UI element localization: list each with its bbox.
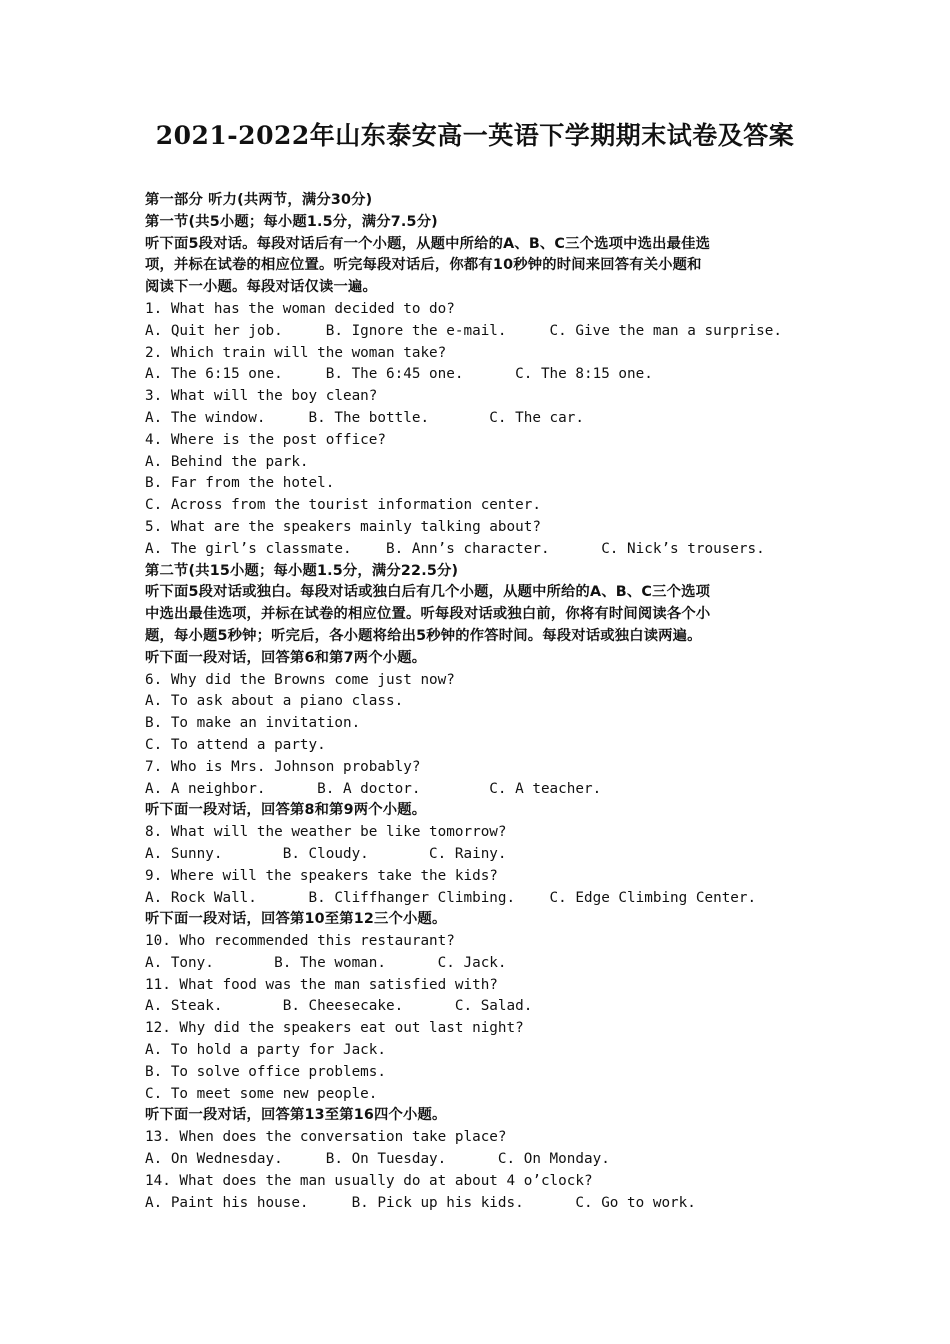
section-heading-line: 听下面5段对话或独白。每段对话或独白后有几个小题，从题中所给的A、B、C三个选项 [145, 584, 711, 601]
question-text-line: 7. Who is Mrs. Johnson probably? [145, 758, 421, 775]
question-text-line: A. The window. B. The bottle. C. The car. [145, 409, 584, 426]
section-heading-line: 听下面一段对话，回答第8和第9两个小题。 [145, 802, 427, 819]
question-text-line: 8. What will the weather be like tomorrow? [145, 824, 507, 841]
question-text-line: 11. What food was the man satisfied with? [145, 976, 498, 993]
question-text-line: 14. What does the man usually do at about 4 o’clock? [145, 1172, 593, 1189]
question-text-line: A. On Wednesday. B. On Tuesday. C. On Monday. [145, 1151, 610, 1168]
question-text-line: A. The 6:15 one. B. The 6:45 one. C. The 8:15 one. [145, 366, 653, 383]
question-text-line: A. Steak. B. Cheesecake. C. Salad. [145, 998, 533, 1015]
question-text-line: A. A neighbor. B. A doctor. C. A teacher. [145, 780, 602, 797]
question-text-line: B. To make an invitation. [145, 715, 361, 732]
section-heading-line: 阅读下一小题。每段对话仅读一遍。 [145, 279, 377, 296]
section-heading-line: 听下面一段对话，回答第10至第12三个小题。 [145, 911, 447, 928]
question-text-line: 13. When does the conversation take place? [145, 1129, 507, 1146]
question-text-line: A. The girl’s classmate. B. Ann’s character. C. Nick’s trousers. [145, 540, 765, 557]
question-text-line: 9. Where will the speakers take the kids? [145, 867, 498, 884]
section-heading-line: 题，每小题5秒钟；听完后，各小题将给出5秒钟的作答时间。每段对话或独白读两遍。 [145, 627, 702, 644]
question-text-line: 2. Which train will the woman take? [145, 344, 447, 361]
question-text-line: 6. Why did the Browns come just now? [145, 671, 455, 688]
question-text-line: 4. Where is the post office? [145, 431, 387, 448]
section-heading-line: 中选出最佳选项，并标在试卷的相应位置。听每段对话或独白前，你将有时间阅读各个小 [145, 606, 711, 623]
question-text-line: A. Paint his house. B. Pick up his kids. C. Go to work. [145, 1194, 696, 1211]
question-text-line: 1. What has the woman decided to do? [145, 300, 455, 317]
document-title: 2021-2022年山东泰安高一英语下学期期末试卷及答案 [155, 121, 795, 150]
question-text-line: A. Tony. B. The woman. C. Jack. [145, 954, 507, 971]
section-heading-line: 听下面一段对话，回答第13至第16四个小题。 [145, 1107, 447, 1124]
section-heading-line: 听下面5段对话。每段对话后有一个小题，从题中所给的A、B、C三个选项中选出最佳选 [145, 235, 711, 252]
question-text-line: A. To hold a party for Jack. [145, 1042, 387, 1059]
section-heading-line: 听下面一段对话，回答第6和第7两个小题。 [145, 649, 427, 666]
question-text-line: B. To solve office problems. [145, 1063, 387, 1080]
question-text-line: A. Sunny. B. Cloudy. C. Rainy. [145, 845, 507, 862]
question-text-line: A. To ask about a piano class. [145, 693, 404, 710]
section-heading-line: 第一节(共5小题；每小题1.5分，满分7.5分) [145, 213, 438, 230]
question-text-line: A. Quit her job. B. Ignore the e-mail. C. Give the man a surprise. [145, 322, 782, 339]
question-text-line: 3. What will the boy clean? [145, 388, 378, 405]
question-text-line: C. To attend a party. [145, 736, 326, 753]
question-text-line: 10. Who recommended this restaurant? [145, 933, 455, 950]
question-text-line: 5. What are the speakers mainly talking about? [145, 518, 541, 535]
section-heading-line: 项，并标在试卷的相应位置。听完每段对话后，你都有10秒钟的时间来回答有关小题和 [145, 257, 702, 274]
section-heading-line: 第二节(共15小题；每小题1.5分，满分22.5分) [145, 562, 459, 579]
question-text-line: C. Across from the tourist information center. [145, 497, 541, 514]
question-text-line: 12. Why did the speakers eat out last night? [145, 1020, 524, 1037]
section-heading-line: 第一部分 听力(共两节，满分30分) [145, 192, 373, 208]
question-text-line: A. Rock Wall. B. Cliffhanger Climbing. C. Edge Climbing Center. [145, 889, 757, 906]
question-text-line: C. To meet some new people. [145, 1085, 378, 1102]
question-text-line: B. Far from the hotel. [145, 475, 335, 492]
document-body [145, 190, 810, 1214]
question-text-line: A. Behind the park. [145, 453, 309, 470]
